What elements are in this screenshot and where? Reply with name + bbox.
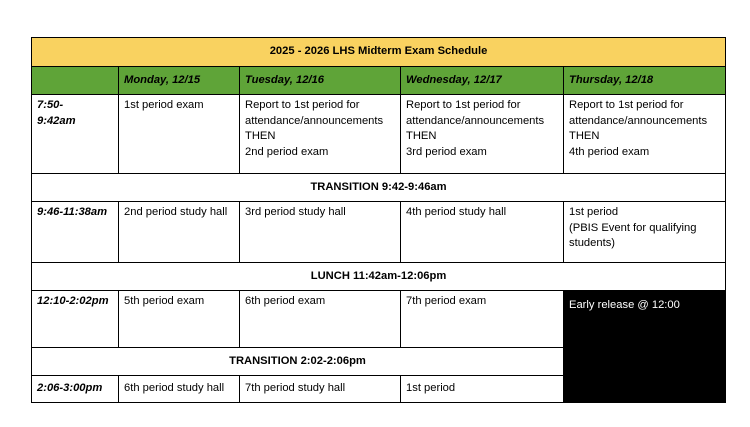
table-row-study (32, 202, 726, 263)
header-tuesday: Tuesday, 12/16 (240, 67, 401, 95)
schedule-title: 2025 - 2026 LHS Midterm Exam Schedule (32, 38, 726, 67)
cell-monday: 1st period exam (119, 95, 240, 174)
lunch-row (32, 263, 726, 291)
cell-thursday: Report to 1st period for attendance/announcements THEN 4th period exam (564, 95, 726, 174)
header-row (32, 67, 726, 95)
cell-monday: 6th period study hall (119, 376, 240, 403)
header-blank (32, 67, 119, 95)
cell-wednesday: 7th period exam (401, 291, 564, 348)
lunch-cell: LUNCH 11:42am-12:06pm (32, 263, 726, 291)
cell-tuesday: 3rd period study hall (240, 202, 401, 263)
transition-cell: TRANSITION 2:02-2:06pm (32, 348, 564, 376)
cell-monday: 2nd period study hall (119, 202, 240, 263)
early-release-cell (564, 291, 726, 403)
cell-tuesday: 7th period study hall (240, 376, 401, 403)
time-cell: 7:50- 9:42am (32, 95, 119, 174)
table-row-exam2 (32, 291, 726, 348)
cell-wednesday: 1st period (401, 376, 564, 403)
cell-thursday: 1st period (PBIS Event for qualifying students) (564, 202, 726, 263)
exam-schedule-table (31, 37, 726, 403)
transition-cell: TRANSITION 9:42-9:46am (32, 174, 726, 202)
transition-row-1 (32, 174, 726, 202)
cell-tuesday: 6th period exam (240, 291, 401, 348)
header-thursday: Thursday, 12/18 (564, 67, 726, 95)
title-row (32, 38, 726, 67)
early-release-text: Early release @ 12:00 (569, 299, 680, 311)
cell-tuesday: Report to 1st period for attendance/announcements THEN 2nd period exam (240, 95, 401, 174)
time-cell: 12:10-2:02pm (32, 291, 119, 348)
time-cell: 2:06-3:00pm (32, 376, 119, 403)
header-monday: Monday, 12/15 (119, 67, 240, 95)
time-cell: 9:46-11:38am (32, 202, 119, 263)
table-row-exam1 (32, 95, 726, 174)
cell-wednesday: 4th period study hall (401, 202, 564, 263)
cell-monday: 5th period exam (119, 291, 240, 348)
cell-wednesday: Report to 1st period for attendance/announcements THEN 3rd period exam (401, 95, 564, 174)
header-wednesday: Wednesday, 12/17 (401, 67, 564, 95)
